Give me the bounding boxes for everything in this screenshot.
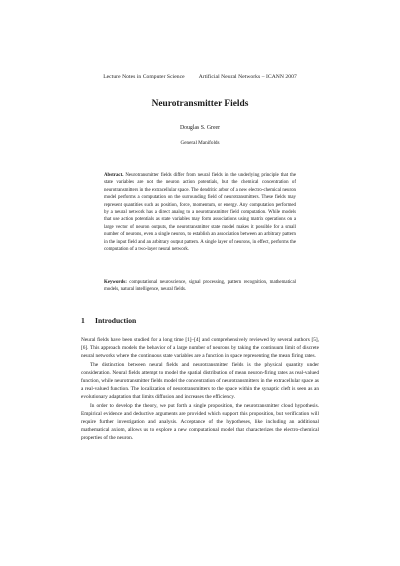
keywords (104, 279, 296, 294)
keywords-text: computational neuroscience, signal processing, pattern recognition, mathematical models, natural intelligence, neural fields. (104, 280, 296, 293)
paragraph-2: The distinction between neural fields and neurotransmitter fields is the physical quantity under consideration. Neural fields attempt to model the spatial distribution of mean neuron-firing rates as real-valued function, while neurotransmitter fields model the concentration of neurotransmitters in the extracellular space as a real-valued function. The localization of neurotransmitters to the space within the synaptic cleft is seen as an evolutionary adaptation that limits diffusion and increases the efficiency. (81, 361, 319, 401)
abstract (104, 172, 296, 253)
paper-title: Neurotransmitter Fields (151, 99, 249, 109)
introduction-body (81, 336, 319, 443)
running-head-conference: Artificial Neural Networks – ICANN 2007 (198, 74, 297, 80)
abstract-label: Abstract. (104, 173, 124, 178)
paragraph-1: Neural fields have been studied for a long time [1]–[4] and comprehensively reviewed by several authors [5], [6]. This approach models the behavior of a large number of neurons by taking the continuum limit of discrete neural networks where the continuous state variables are a function in space representing the mean firing rates. (81, 337, 319, 360)
section-title: Introduction (95, 316, 137, 325)
author-name: Douglas S. Greer (179, 125, 221, 131)
section-number: 1 (81, 316, 85, 325)
running-head (0, 74, 400, 80)
paragraph-3: In order to develop the theory, we put forth a single proposition, the neurotransmitter cloud hypothesis. Empirical evidence and deductive arguments are provided which support this proposition, but verification will require further investigation and analysis. Acceptance of the hypotheses, like including an additional mathematical axiom, allows us to explore a new computational model that characterizes the electro-chemical properties of the neuron. (81, 402, 319, 442)
section-heading (81, 316, 136, 325)
abstract-text: Neurotransmitter fields differ from neural fields in the underlying principle that the state variables are not the neuron action potentials, but the chemical concentration of neurotransmitters in the extracellular space. The dendritic arbor of a new electro-chemical neuron model performs a computation on the surrounding field of neurotransmitters. These fields may represent quantities such as position, force, momentum, or energy. Any computation performed by a neural network has a direct analog to a neurotransmitter field computation. While models that use action potentials as state variables may form associations using matrix operations on a large vector of neuron outputs, the neurotransmitter state model makes it possible for a small number of neurons, even a single neuron, to establish an association between an arbitrary pattern in the input field and an arbitrary output pattern. A single layer of neurons, in effect, performs the computation of a two-layer neural network. (104, 173, 296, 253)
author-affiliation: General Manifolds (180, 140, 220, 146)
running-head-series: Lecture Notes in Computer Science (103, 74, 185, 80)
keywords-label: Keywords: (104, 280, 127, 285)
